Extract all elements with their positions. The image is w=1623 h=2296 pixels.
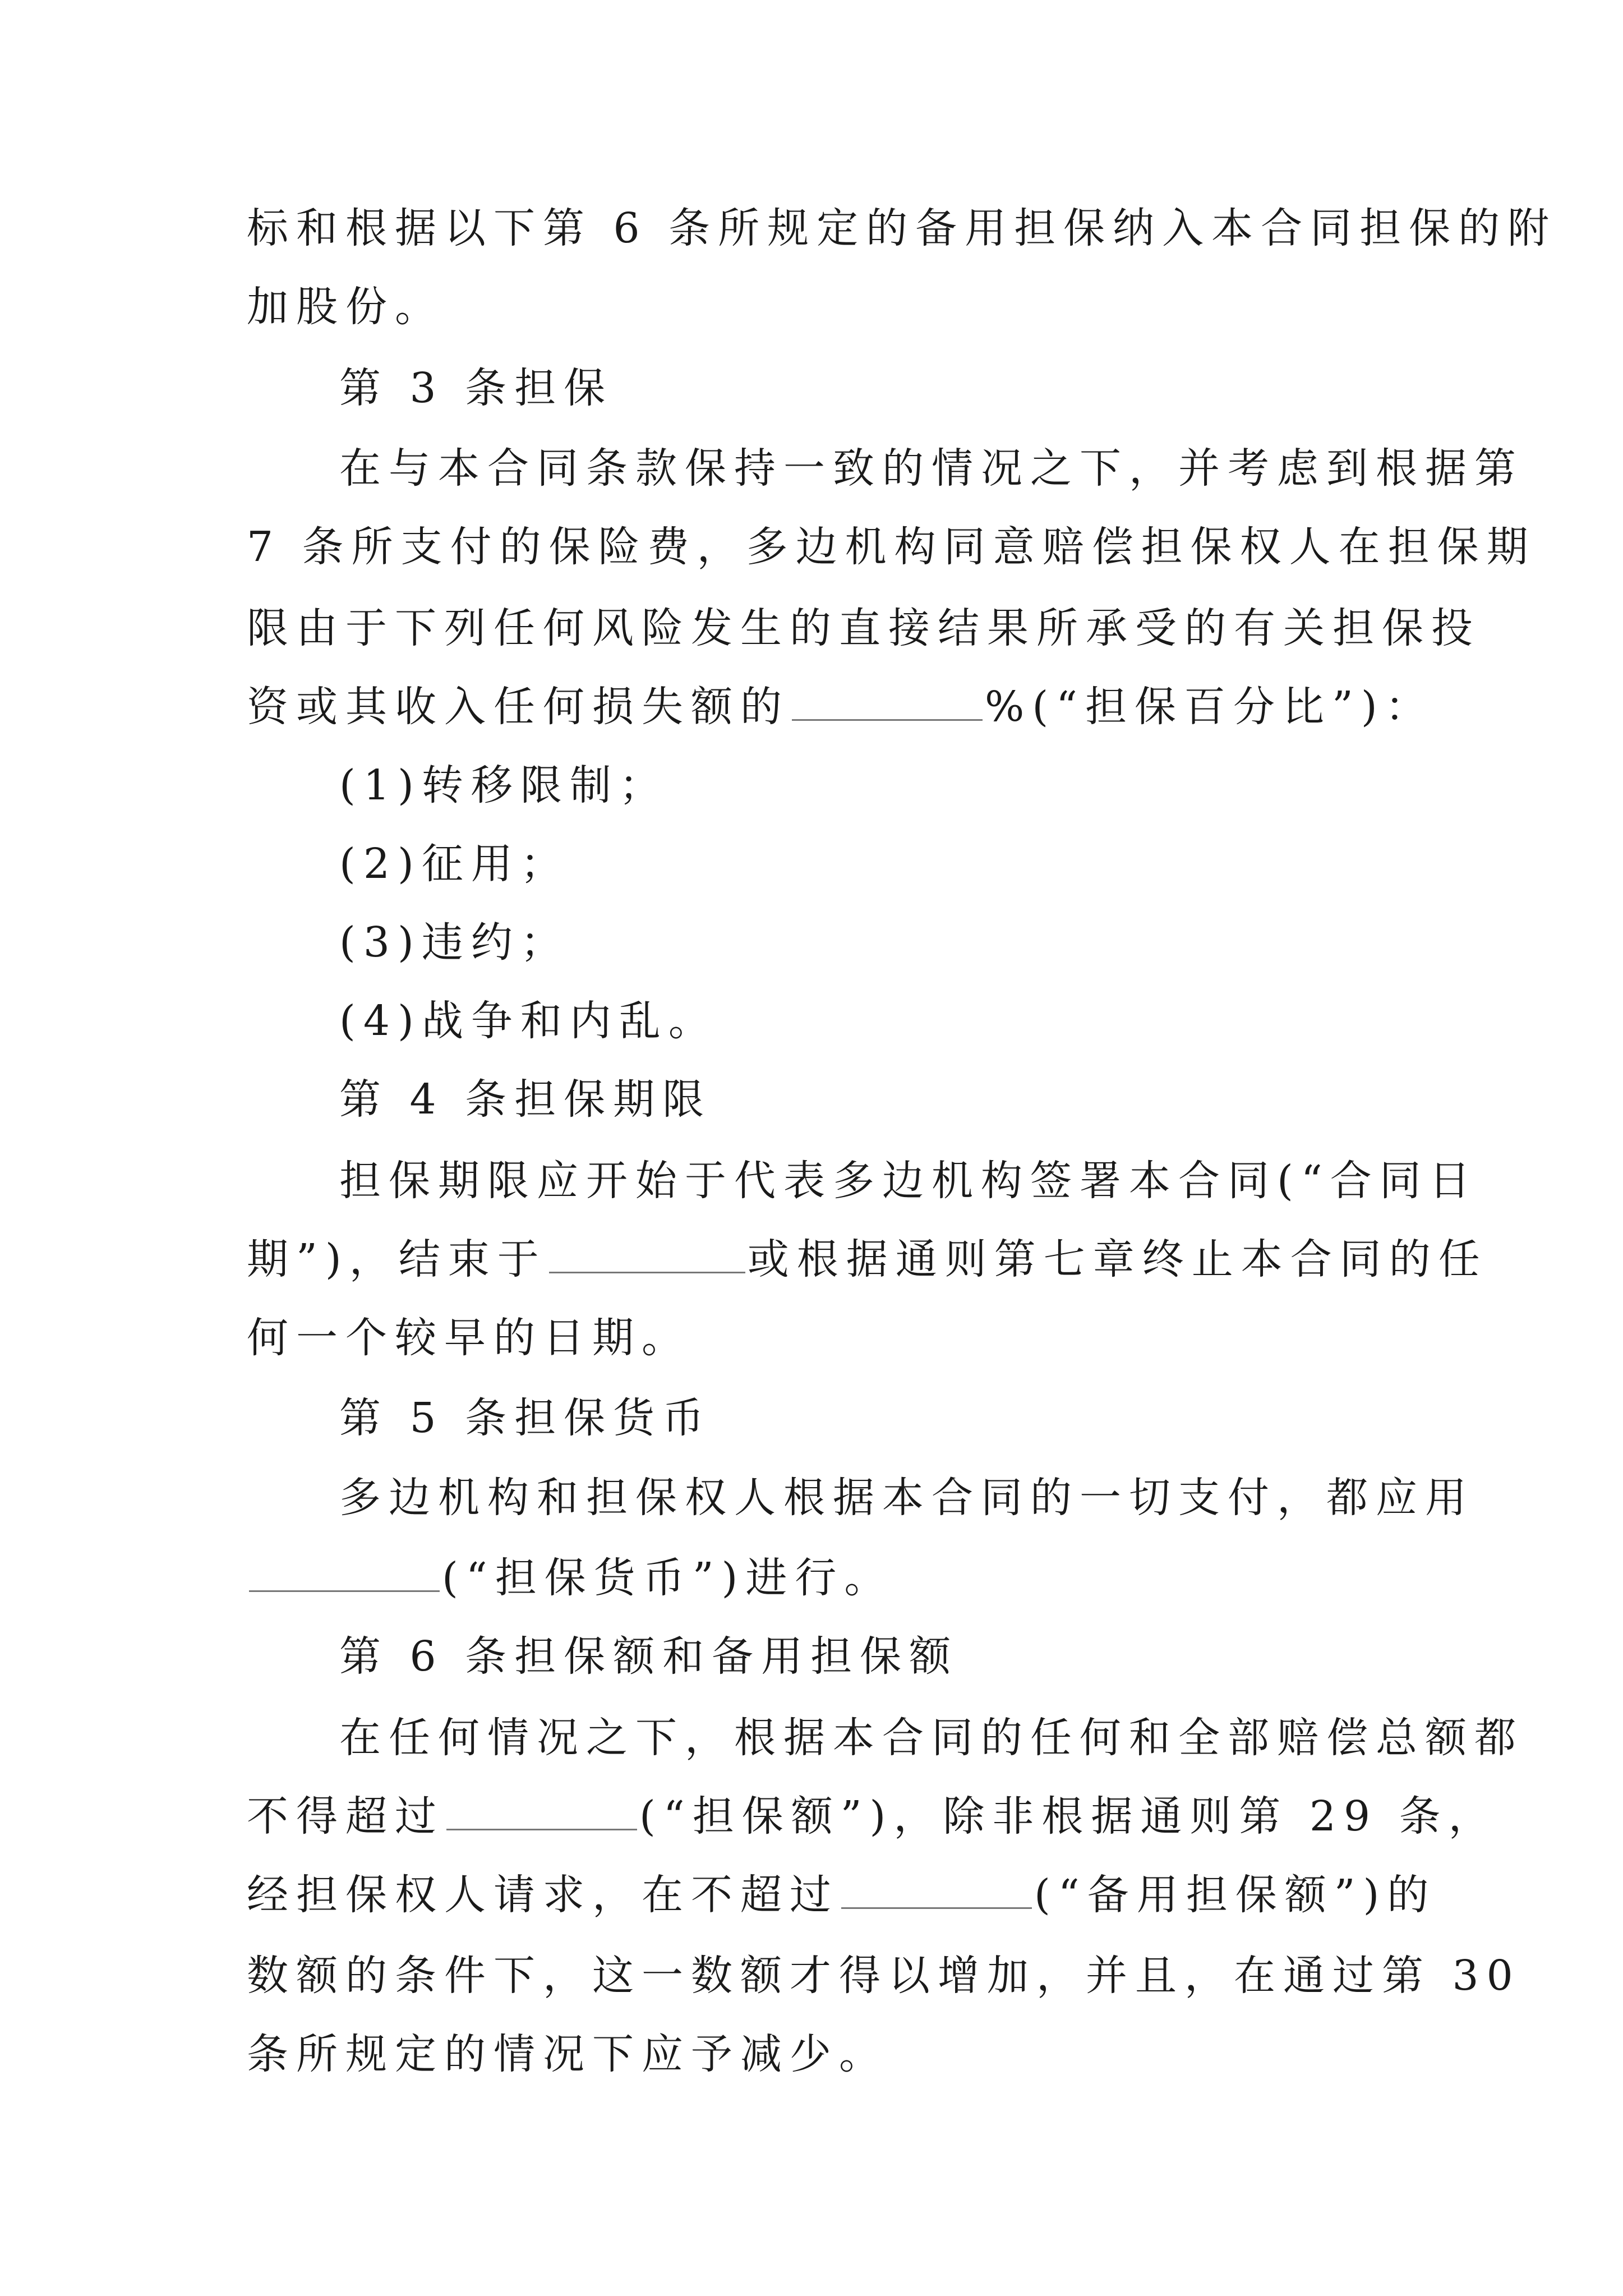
text-segment: 不得超过 xyxy=(247,1792,444,1841)
text-line-with-blank xyxy=(247,1550,893,1606)
text-segment: 期”)，结束于 xyxy=(247,1235,547,1283)
fill-in-blank xyxy=(249,1556,440,1592)
text-line: 标和根据以下第 6 条所规定的备用担保纳入本合同担保的附 xyxy=(247,204,1557,252)
fill-in-blank xyxy=(841,1872,1032,1909)
list-item: (3)违约； xyxy=(339,918,570,967)
text-line: 多边机构和担保权人根据本合同的一切支付，都应用 xyxy=(339,1474,1474,1522)
text-segment: 经担保权人请求，在不超过 xyxy=(247,1871,839,1919)
text-line-with-blank xyxy=(247,679,1435,735)
list-item: (1)转移限制； xyxy=(339,761,668,809)
text-line: 数额的条件下，这一数额才得以增加，并且，在通过第 30 xyxy=(247,1952,1521,2000)
article-6-heading: 第 6 条担保额和备用担保额 xyxy=(339,1632,959,1681)
text-segment: (“担保货币”)进行。 xyxy=(442,1554,894,1602)
text-segment: (“备用担保额”)的 xyxy=(1034,1871,1437,1919)
fill-in-blank xyxy=(549,1237,745,1273)
text-line-with-blank xyxy=(247,1867,1436,1923)
text-line: 在任何情况之下，根据本合同的任何和全部赔偿总额都 xyxy=(339,1714,1524,1762)
text-segment: 或根据通则第七章终止本合同的任 xyxy=(747,1235,1488,1283)
text-line-with-blank xyxy=(247,1231,1488,1287)
article-4-heading: 第 4 条担保期限 xyxy=(339,1075,712,1124)
text-segment: %(“担保百分比”)： xyxy=(985,683,1435,731)
text-segment: (“担保额”)，除非根据通则第 29 条， xyxy=(639,1792,1498,1841)
text-line: 在与本合同条款保持一致的情况之下，并考虑到根据第 xyxy=(339,444,1524,493)
text-line: 加股份。 xyxy=(247,283,444,331)
text-line: 条所规定的情况下应予减少。 xyxy=(247,2030,888,2078)
text-line-with-blank xyxy=(247,1788,1498,1844)
article-5-heading: 第 5 条担保货币 xyxy=(339,1394,712,1442)
fill-in-blank xyxy=(792,684,983,721)
list-item: (2)征用； xyxy=(339,840,570,888)
text-line: 何一个较早的日期。 xyxy=(247,1314,691,1362)
list-item: (4)战争和内乱。 xyxy=(339,997,718,1045)
fill-in-blank xyxy=(446,1794,637,1830)
text-line: 限由于下列任何风险发生的直接结果所承受的有关担保投 xyxy=(247,604,1481,652)
text-line: 担保期限应开始于代表多边机构签署本合同(“合同日 xyxy=(339,1157,1478,1205)
article-3-heading: 第 3 条担保 xyxy=(339,364,614,412)
text-segment: 资或其收入任何损失额的 xyxy=(247,683,790,731)
text-line: 7 条所支付的保险费，多边机构同意赔偿担保权人在担保期 xyxy=(247,523,1536,571)
